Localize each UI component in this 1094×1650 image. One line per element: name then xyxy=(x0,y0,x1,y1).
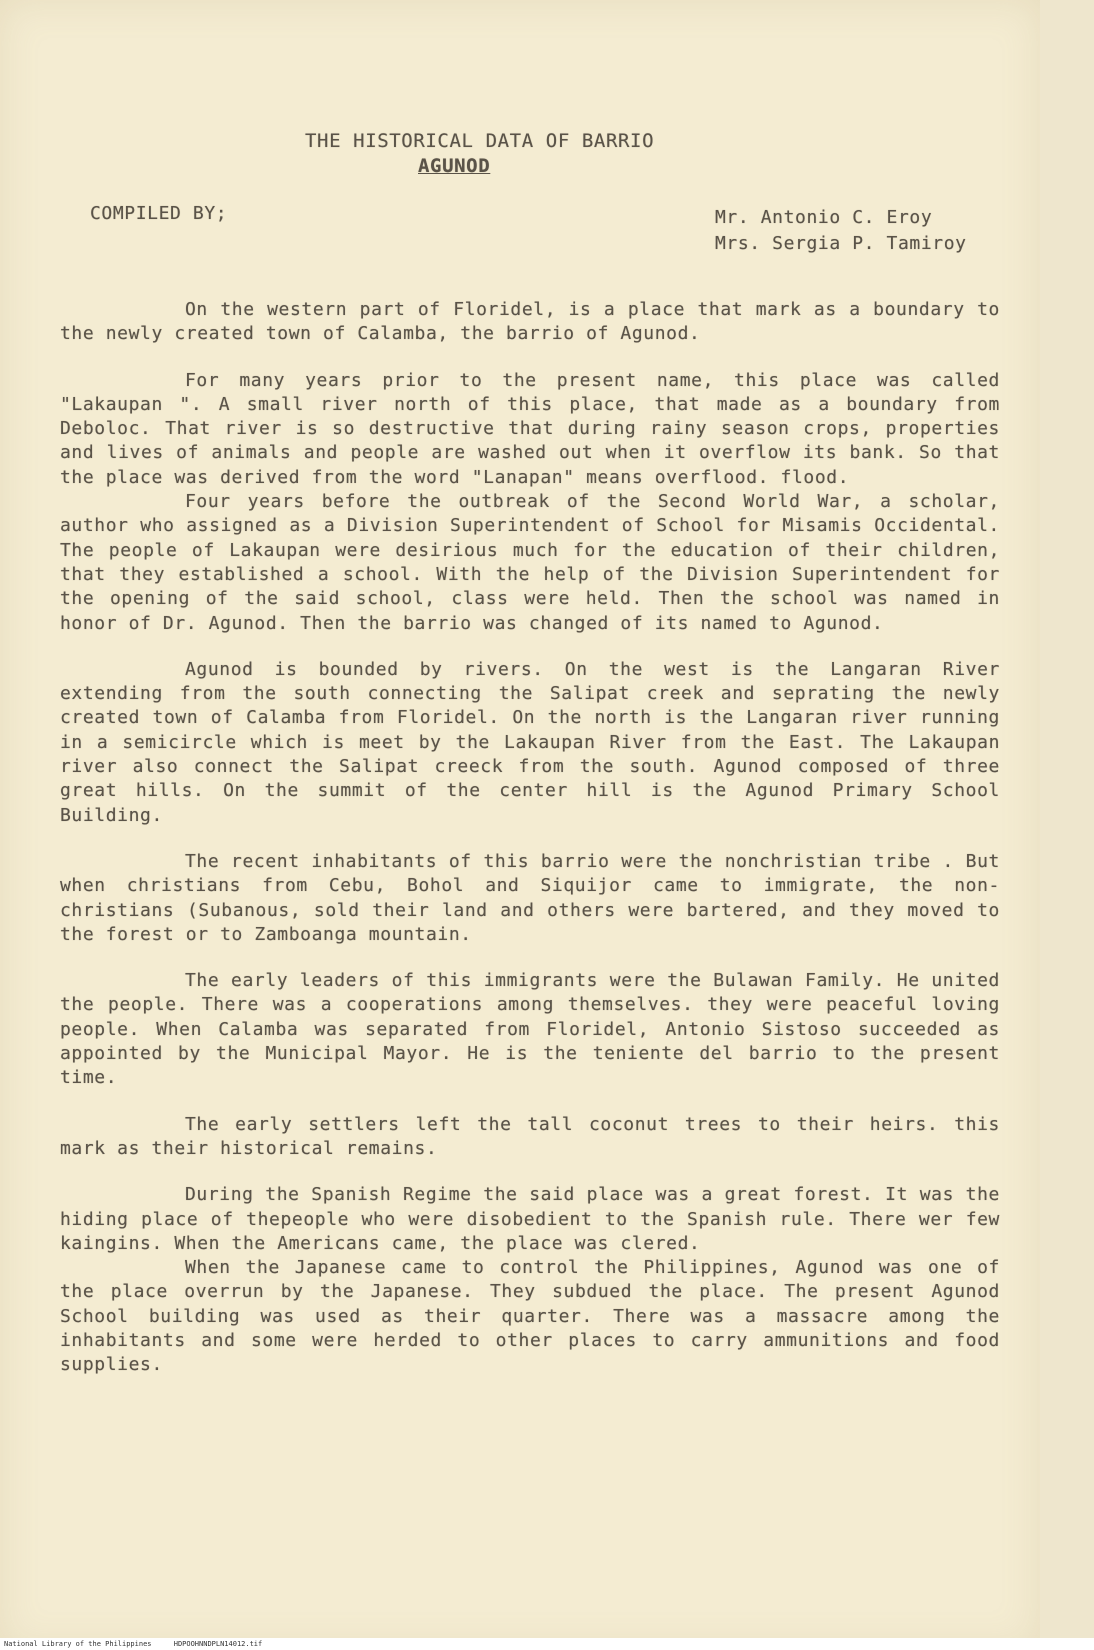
paragraph: When the Japanese came to control the Philippines, Agunod was one of the place overrun by the Japanese. They subdued the place. The present Agunod School building was used as their quarter. There was a massacre among the inhabitants and some were herded to other places to carry ammunitions and food supplies. xyxy=(60,1257,1000,1376)
scan-footer xyxy=(0,1638,1094,1650)
document-subtitle: AGUNOD xyxy=(418,155,491,177)
paragraph: The early settlers left the tall coconut trees to their heirs. this mark as their historical remains. xyxy=(60,1113,1000,1159)
document-title: THE HISTORICAL DATA OF BARRIO xyxy=(305,130,655,152)
document-body xyxy=(60,298,1000,1378)
footer-filename: HDPOOHNNDPLN14012.tif xyxy=(173,1640,263,1648)
compiled-by-label: COMPILED BY; xyxy=(90,203,228,224)
compiler-name: Mr. Antonio C. Eroy xyxy=(715,207,933,228)
paragraph: The recent inhabitants of this barrio were the nonchristian tribe . But when christians from Cebu, Bohol and Siquijor came to immigrate, the non-christians (Subanous, sold their land and others were bartered, and they moved to the forest or to Zamboanga mountain. xyxy=(60,850,1000,945)
paragraph: During the Spanish Regime the said place was a great forest. It was the hiding place of thepeople who were disobedient to the Spanish rule. There wer few kaingins. When the Americans came, the place was clered. xyxy=(60,1184,1000,1254)
compiler-name: Mrs. Sergia P. Tamiroy xyxy=(715,233,967,254)
footer-source: National Library of the Philippines xyxy=(4,1640,152,1648)
paragraph: On the western part of Floridel, is a place that mark as a boundary to the newly created town of Calamba, the barrio of Agunod. xyxy=(60,299,1000,345)
paragraph: For many years prior to the present name, this place was called "Lakaupan ". A small river north of this place, that made as a boundary from Deboloc. That river is so destructive that during rainy season crops, properties and lives of animals and people are washed out when it overflow its bank. So that the place was derived from the word "Lanapan" means overflood. flood. xyxy=(60,369,1000,488)
paragraph: The early leaders of this immigrants were the Bulawan Family. He united the people. There was a cooperations among themselves. they were peaceful loving people. When Calamba was separated from Floridel, Antonio Sistoso succeeded as appointed by the Municipal Mayor. He is the teniente del barrio to the present time. xyxy=(60,970,1000,1089)
paragraph: Four years before the outbreak of the Second World War, a scholar, author who assigned as a Division Superintendent of School for Misamis Occidental. The people of Lakaupan were desirious much for the education of their children, that they established a school. With the help of the Division Superintendent for the opening of the said school, class were held. Then the school was named in honor of Dr. Agunod. Then the barrio was changed of its named to Agunod. xyxy=(60,491,1000,634)
paragraph: Agunod is bounded by rivers. On the west is the Langaran River extending from the south connecting the Salipat creek and seprating the newly created town of Calamba from Floridel. On the north is the Langaran river running in a semicircle which is meet by the Lakaupan River from the East. The Lakaupan river also connect the Salipat creeck from the south. Agunod composed of three great hills. On the summit of the center hill is the Agunod Primary School Building. xyxy=(60,658,1000,826)
